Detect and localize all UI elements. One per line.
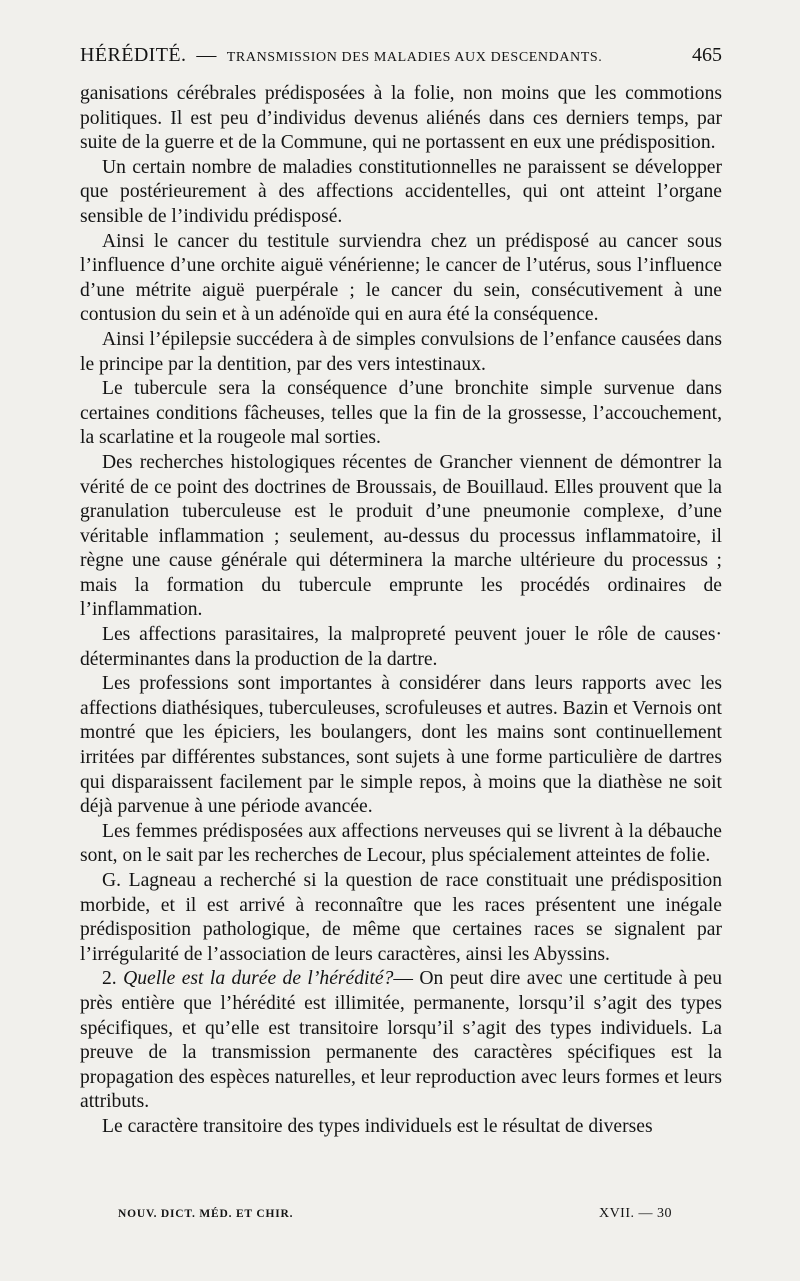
page-number: 465	[692, 44, 722, 66]
header-dash: —	[196, 44, 217, 66]
paragraph: Les professions sont importantes à considérer dans leurs rapports avec les affections diathésiques, tuberculeuses, scrofuleuses et autres. Bazin et Vernois ont montré que les épiciers, les boulangers, dont les mains sont continuellement irritées par différentes substances, sont sujets à une forme particulière de dartres qui disparaissent facilement par le simple repos, à moins que la diathèse ne soit déjà parvenue à une période avancée.	[80, 673, 722, 818]
paragraph: Le caractère transitoire des types individuels est le résultat de diverses	[102, 1115, 653, 1137]
paragraph: Un certain nombre de maladies constitutionnelles ne paraissent se développer que postérieurement à des affections accidentelles, qui ont atteint l’organe sensible de l’individu prédisposé.	[80, 156, 722, 227]
footer-volume: XVII. — 30	[598, 1206, 672, 1221]
page-footer	[118, 1206, 722, 1222]
header-title: HÉRÉDITÉ.	[80, 44, 187, 66]
paragraph: Des recherches histologiques récentes de Grancher viennent de démontrer la vérité de ce point des doctrines de Broussais, de Bouillaud. Elles prouvent que la granulation tuberculeuse est le produit d’une pneumonie complexe, d’une véritable inflammation ; seulement, au-dessus du processus inflammatoire, il règne une cause générale qui déterminera la marche ultérieure du processus ; mais la formation du tubercule emprunte les procédés ordinaires de l’inflammation.	[80, 451, 722, 621]
paragraph: Le tubercule sera la conséquence d’une bronchite simple survenue dans certaines conditions fâcheuses, telles que la fin de la grossesse, l’accouchement, la scarlatine et la rougeole mal sorties.	[80, 378, 722, 449]
section-heading: Quelle est la durée de l’hérédité?	[123, 968, 394, 990]
footer-signature: NOUV. DICT. MÉD. ET CHIR.	[118, 1208, 294, 1220]
paragraph: Les affections parasitaires, la malpropreté peuvent jouer le rôle de causes· déterminantes dans la production de la dartre.	[80, 624, 722, 670]
paragraph: Les femmes prédisposées aux affections nerveuses qui se livrent à la débauche sont, on le sait par les recherches de Lecour, plus spécialement atteintes de folie.	[80, 820, 722, 867]
paragraph: G. Lagneau a recherché si la question de race constituait une prédisposition morbide, et il est arrivé à reconnaître que les races présentent une inégale prédisposition pathologique, de même que certaines races se signalent par l’irrégularité de l’association de leurs caractères, ainsi les Abyssins.	[80, 870, 722, 965]
header-subtitle: TRANSMISSION DES MALADIES AUX DESCENDANTS.	[226, 50, 603, 65]
running-header	[80, 44, 722, 78]
body-text	[80, 82, 722, 1140]
paragraph: Ainsi le cancer du testitule surviendra chez un prédisposé au cancer sous l’influence d’une orchite aiguë vénérienne; le cancer de l’utérus, sous l’influence d’une métrite aiguë puerpérale ; le cancer du sein, consécutivement à une contusion du sein et à un adénoïde qui en aura été la conséquence.	[80, 230, 722, 326]
paragraph	[80, 967, 722, 1115]
paragraph: Ainsi l’épilepsie succédera à de simples convulsions de l’enfance causées dans le principe par la dentition, par des vers intestinaux.	[80, 328, 722, 375]
section-text: — On peut dire avec une certitude à peu près entière que l’hérédité est illimitée, permanente, lorsqu’il s’agit des types spécifiques, et qu’elle est transitoire lorsqu’il s’agit des types individuels. La preuve de la transmission permanente des caractères spécifiques est la propagation des espèces naturelles, et leur reproduction avec leurs formes et leurs attributs.	[80, 968, 722, 1113]
running-title	[80, 44, 602, 67]
section-number: 2.	[102, 968, 117, 990]
paragraph: ganisations cérébrales prédisposées à la folie, non moins que les commotions politiques. Il est peu d’individus devenus aliénés dans ces derniers temps, par suite de la guerre et de la Commune, qui ne portassent en eux une prédisposition.	[80, 83, 722, 154]
